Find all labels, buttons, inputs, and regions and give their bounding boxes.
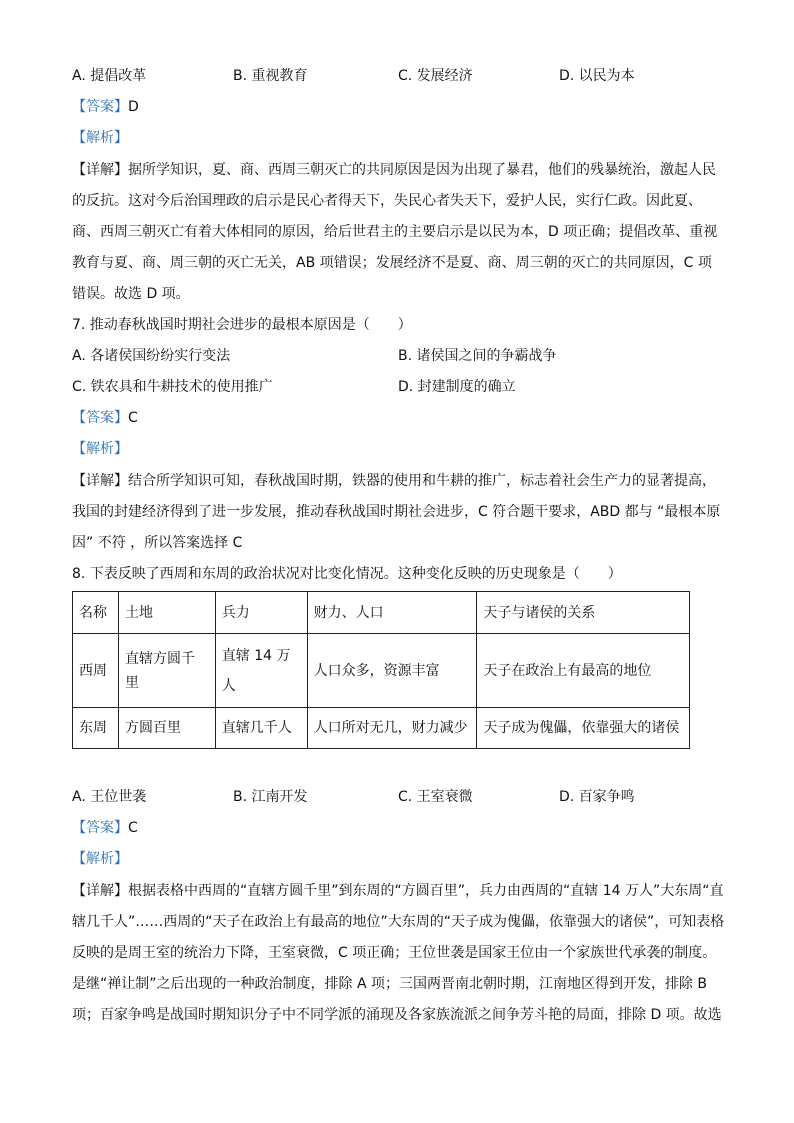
comparison-table <box>72 591 690 749</box>
q8-option-c: C. 王室衰微 <box>398 789 473 805</box>
table-cell: 直辖 14 万人 <box>215 634 307 708</box>
q8-detail-line-1 <box>72 881 723 901</box>
q6-detail-line-1 <box>72 160 716 180</box>
answer-value: C <box>128 410 138 426</box>
analysis-tag: 【解析】 <box>72 851 128 867</box>
q8-detail-line-2: 辖几千人”……西周的“天子在政治上有最高的地位”大东周的“天子成为傀儡，依靠强大的诸侯”，可知表格 <box>72 914 725 930</box>
table-cell: 天子在政治上有最高的地位 <box>477 634 690 708</box>
q6-detail-line-4: 教育与夏、商、周三朝的灭亡无关，AB 项错误；发展经济不是夏、商、周三朝的灭亡的共同原因，C 项 <box>72 255 712 271</box>
q6-detail-line-2: 的反抗。这对今后治国理政的启示是民心者得天下，失民心者失天下，爱护人民，实行仁政。因此夏、 <box>72 193 702 209</box>
q6-detail-line-5: 错误。故选 D 项。 <box>72 286 190 302</box>
q6-option-d: D. 以民为本 <box>559 68 635 84</box>
table-header-cell: 兵力 <box>215 592 307 634</box>
answer-value: D <box>128 99 139 115</box>
q7-analysis <box>72 439 128 459</box>
table-cell: 直辖几千人 <box>215 708 307 749</box>
q8-detail-line-5: 项；百家争鸣是战国时期知识分子中不同学派的涌现及各家族流派之间争芳斗艳的局面，排除 D 项。故选 <box>72 1007 722 1023</box>
q7-question: 7. 推动春秋战国时期社会进步的最根本原因是（ ） <box>72 317 412 333</box>
answer-tag: 【答案】 <box>72 410 128 426</box>
table-row <box>73 634 690 708</box>
q7-answer <box>72 408 138 428</box>
q7-option-b: B. 诸侯国之间的争霸战争 <box>398 348 557 364</box>
table-row <box>73 708 690 749</box>
q6-detail-line-3: 商、西周三朝灭亡有着大体相同的原因，给后世君主的主要启示是以民为本，D 项正确；提倡改革、重视 <box>72 224 718 240</box>
analysis-tag: 【解析】 <box>72 130 128 146</box>
detail-text: 结合所学知识可知，春秋战国时期，铁器的使用和牛耕的推广，标志着社会生产力的显著提高， <box>128 473 716 489</box>
q7-detail-line-2: 我国的封建经济得到了进一步发展，推动春秋战国时期社会进步，C 符合题干要求，ABD 都与 “最根本原 <box>72 504 721 520</box>
q8-option-a: A. 王位世袭 <box>72 789 147 805</box>
detail-tag: 【详解】 <box>72 162 128 178</box>
q7-detail-line-3: 因” 不符 ，所以答案选择 C <box>72 535 243 551</box>
detail-tag: 【详解】 <box>72 883 128 899</box>
table-cell: 方圆百里 <box>118 708 215 749</box>
answer-tag: 【答案】 <box>72 820 128 836</box>
table-header-cell: 财力、人口 <box>307 592 477 634</box>
detail-tag: 【详解】 <box>72 473 128 489</box>
answer-tag: 【答案】 <box>72 99 128 115</box>
table-header-cell: 名称 <box>73 592 119 634</box>
q7-option-a: A. 各诸侯国纷纷实行变法 <box>72 348 231 364</box>
q6-analysis <box>72 128 128 148</box>
q7-detail-line-1 <box>72 471 716 491</box>
table-header-row <box>73 592 690 634</box>
q6-option-b: B. 重视教育 <box>233 68 308 84</box>
table-cell: 天子成为傀儡，依靠强大的诸侯 <box>477 708 690 749</box>
q8-option-d: D. 百家争鸣 <box>559 789 635 805</box>
answer-value: C <box>128 820 138 836</box>
q7-option-d: D. 封建制度的确立 <box>398 379 516 395</box>
table-header-cell: 土地 <box>118 592 215 634</box>
table-cell: 人口所对无几，财力减少 <box>307 708 477 749</box>
table-cell: 人口众多，资源丰富 <box>307 634 477 708</box>
table-cell: 东周 <box>73 708 119 749</box>
table-cell: 直辖方圆千里 <box>118 634 215 708</box>
detail-text: 据所学知识，夏、商、西周三朝灭亡的共同原因是因为出现了暴君，他们的残暴统治，激起人民 <box>128 162 716 178</box>
table-cell: 西周 <box>73 634 119 708</box>
q8-analysis <box>72 849 128 869</box>
q6-option-a: A. 提倡改革 <box>72 68 147 84</box>
q7-option-c: C. 铁农具和牛耕技术的使用推广 <box>72 379 273 395</box>
q8-question: 8. 下表反映了西周和东周的政治状况对比变化情况。这种变化反映的历史现象是（ ） <box>72 566 622 582</box>
q8-detail-line-3: 反映的是周王室的统治力下降，王室衰微，C 项正确；王位世袭是国家王位由一个家族世代承袭的制度。 <box>72 945 717 961</box>
q6-option-c: C. 发展经济 <box>398 68 473 84</box>
q6-answer <box>72 97 139 117</box>
table-header-cell: 天子与诸侯的关系 <box>477 592 690 634</box>
q8-option-b: B. 江南开发 <box>233 789 308 805</box>
detail-text: 根据表格中西周的“直辖方圆千里”到东周的“方圆百里”，兵力由西周的“直辖 14 万人”大东周“直 <box>128 883 724 899</box>
analysis-tag: 【解析】 <box>72 441 128 457</box>
q8-answer <box>72 818 138 838</box>
q8-detail-line-4: 是继“禅让制”之后出现的一种政治制度，排除 A 项；三国两晋南北朝时期，江南地区得到开发，排除 B <box>72 976 708 992</box>
